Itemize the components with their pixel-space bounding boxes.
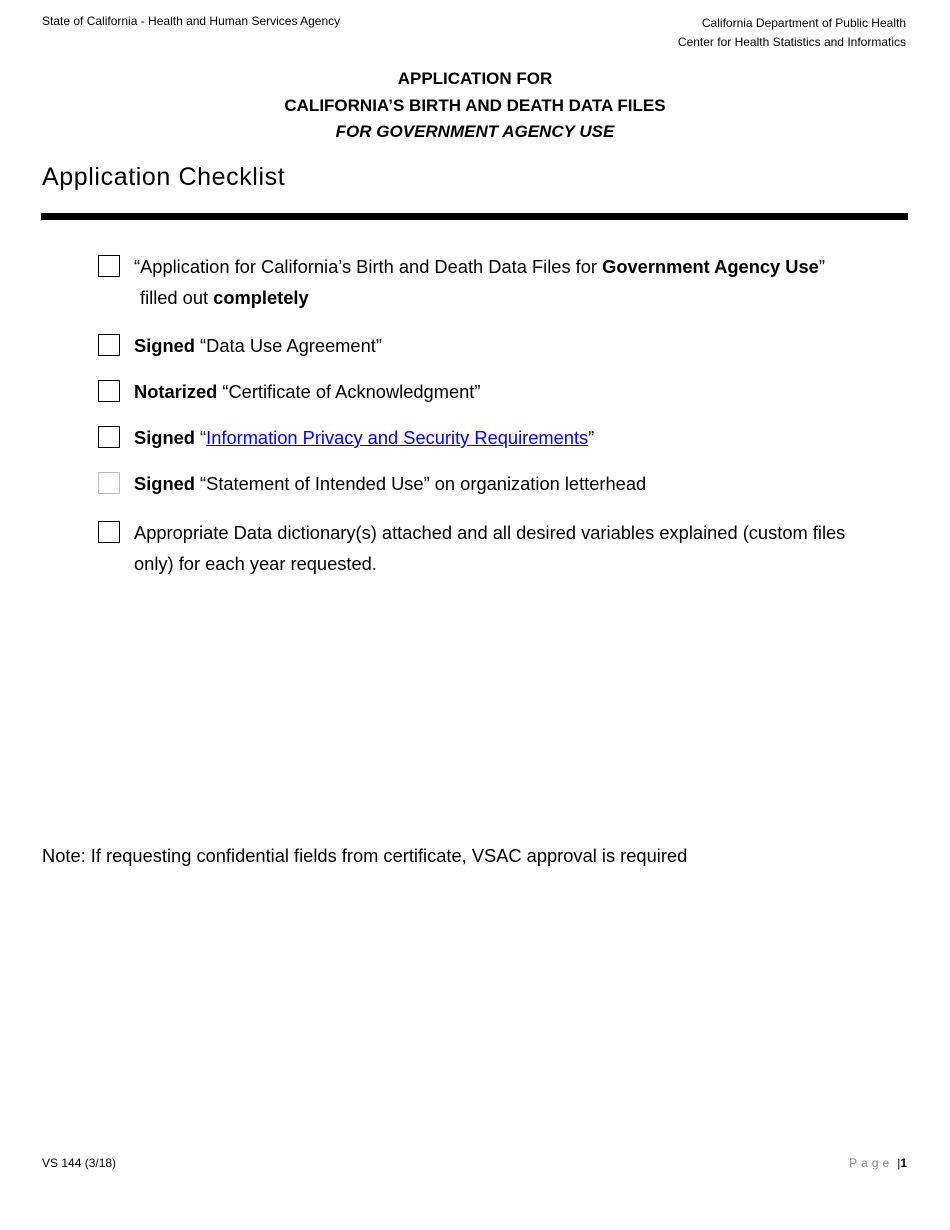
checkbox[interactable] (98, 380, 120, 402)
section-title: Application Checklist (42, 163, 286, 191)
checklist-item-certificate (98, 376, 888, 407)
title-line-1: APPLICATION FOR (397, 69, 553, 88)
header-department-name: California Department of Public Health (701, 16, 906, 30)
item-text: Appropriate Data dictionary(s) attached and all desired variables explained (custom files only) for each year requested. (134, 522, 846, 574)
section-divider (41, 213, 908, 220)
item-bold-text: Notarized (134, 381, 218, 402)
checklist-item-intended-use (98, 468, 888, 499)
header-agency: State of California - Health and Human Services Agency (42, 14, 341, 28)
checklist-item-data-dictionary (98, 517, 888, 579)
item-text: “ (194, 427, 207, 448)
page-label: Page (849, 1156, 894, 1170)
title-line-3: FOR GOVERNMENT AGENCY USE (335, 122, 615, 141)
item-bold-text: Signed (134, 473, 195, 494)
checkbox[interactable] (98, 472, 120, 494)
privacy-requirements-link[interactable]: Information Privacy and Security Requirements (206, 427, 589, 448)
checkbox[interactable] (98, 255, 120, 277)
page-indicator (849, 1156, 907, 1170)
checkbox[interactable] (98, 426, 120, 448)
form-id: VS 144 (3/18) (42, 1156, 117, 1170)
item-bold-text: Signed (134, 335, 195, 356)
header-department (678, 14, 906, 52)
checklist-item-privacy (98, 422, 888, 453)
page-number: 1 (900, 1156, 907, 1170)
checklist-item-data-use-agreement (98, 330, 888, 361)
item-text: ” (588, 427, 595, 448)
checkbox[interactable] (98, 521, 120, 543)
item-text: filled out (140, 287, 214, 308)
page-separator: | (897, 1156, 901, 1170)
note: Note: If requesting confidential fields from certificate, VSAC approval is required (42, 845, 688, 866)
document-title (0, 66, 950, 146)
item-text: “Certificate of Acknowledgment” (217, 381, 481, 402)
title-line-2: CALIFORNIA’S BIRTH AND DEATH DATA FILES (284, 95, 666, 115)
header-center-name: Center for Health Statistics and Informatics (677, 35, 906, 49)
item-bold-text: Government Agency Use (602, 256, 819, 277)
item-bold-text: completely (213, 287, 309, 308)
checklist-item-application (98, 251, 888, 313)
item-text: “Statement of Intended Use” on organization letterhead (194, 473, 647, 494)
item-text: ” (818, 256, 825, 277)
item-text: “Application for California’s Birth and Death Data Files for (134, 256, 603, 277)
item-text: “Data Use Agreement” (194, 335, 382, 356)
checkbox[interactable] (98, 334, 120, 356)
item-bold-text: Signed (134, 427, 195, 448)
